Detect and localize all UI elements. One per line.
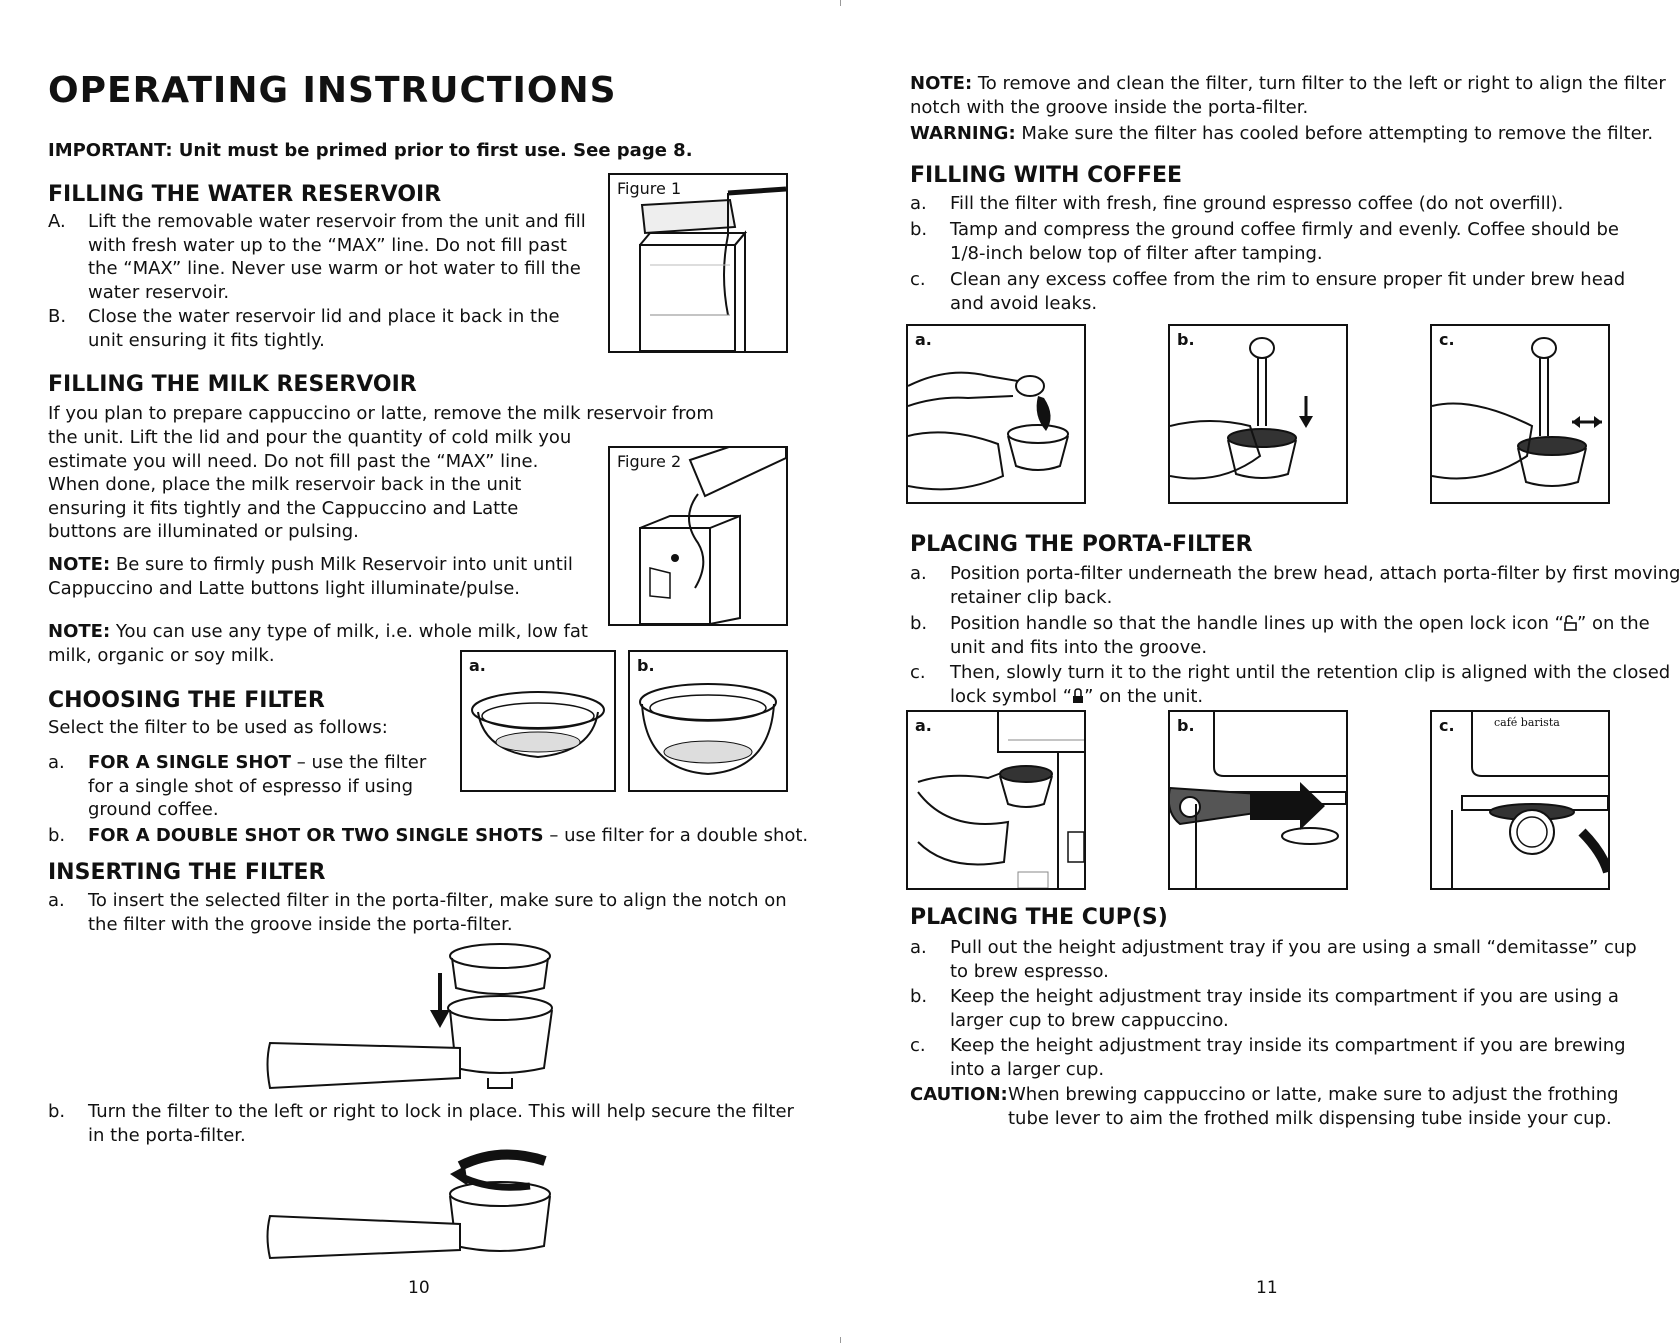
fold-mark-top <box>840 0 841 6</box>
figure-label: a. <box>469 656 486 675</box>
step-marker: a. <box>910 563 927 584</box>
filter-intro: Select the filter to be used as follows: <box>48 717 388 738</box>
porta-figure-b <box>1168 710 1348 890</box>
step-text-end: ” on the unit. <box>1084 685 1204 707</box>
note-text: Be sure to firmly push Milk Reservoir into unit until Cappuccino and Latte buttons light illuminate/pulse. <box>48 554 573 599</box>
step-text: Keep the height adjustment tray inside its compartment if you are using a larger cup to brew cappuccino. <box>950 986 1619 1031</box>
filling-filter-illustration <box>908 326 1084 502</box>
cleaning-rim-illustration <box>1432 326 1608 502</box>
tamping-illustration <box>1170 326 1346 502</box>
page-number: 10 <box>408 1278 430 1298</box>
warning-text: Make sure the filter has cooled before attempting to remove the filter. <box>1015 123 1654 144</box>
option-text: – use the filter for a single shot of espresso if using ground coffee. <box>88 752 427 820</box>
closed-lock-icon <box>1072 687 1084 703</box>
caution-label: CAUTION: <box>910 1084 1008 1105</box>
note-label: NOTE: <box>48 621 111 642</box>
step-text: To insert the selected filter in the porta-filter, make sure to align the notch on the filter with the groove inside the porta-filter. <box>88 890 787 935</box>
milk-pouring-illustration <box>610 448 786 624</box>
option-text: – use filter for a double shot. <box>543 825 809 846</box>
step-text: Tamp and compress the ground coffee firmly and evenly. Coffee should be 1/8-inch below top of filter after tamping. <box>950 219 1619 264</box>
step-marker: c. <box>910 269 926 290</box>
step-marker: A. <box>48 211 66 232</box>
figure-1-water-reservoir <box>608 173 788 353</box>
figure-label: b. <box>637 656 655 675</box>
figure-single-filter <box>460 650 616 792</box>
step-text: Then, slowly turn it to the right until the retention clip is aligned with the closed lock symbol “ <box>950 662 1671 707</box>
step-text: Pull out the height adjustment tray if you are using a small “demitasse” cup to brew espresso. <box>950 937 1637 982</box>
coffee-figure-a <box>906 324 1086 504</box>
warning-label: WARNING: <box>910 123 1016 144</box>
option-title: FOR A SINGLE SHOT <box>88 752 292 773</box>
note-text: You can use any type of milk, i.e. whole milk, low fat milk, organic or soy milk. <box>48 621 588 666</box>
lock-filter-illustration <box>260 1146 580 1266</box>
single-filter-illustration <box>462 652 614 790</box>
option-title: FOR A DOUBLE SHOT OR TWO SINGLE SHOTS <box>88 825 544 846</box>
fold-mark-bottom <box>840 1337 841 1343</box>
note-text: To remove and clean the filter, turn filter to the left or right to align the filter notch with the groove inside the porta-filter. <box>910 73 1666 118</box>
caution-text: When brewing cappuccino or latte, make sure to adjust the frothing tube lever to aim the frothed milk dispensing tube inside your cup. <box>1008 1084 1619 1129</box>
step-marker: a. <box>910 937 927 958</box>
closed-lock-aligned-illustration <box>1432 712 1608 888</box>
figure-label: a. <box>915 716 932 735</box>
porta-figure-c <box>1430 710 1610 890</box>
step-marker: a. <box>910 193 927 214</box>
note-label: NOTE: <box>910 73 973 94</box>
double-filter-illustration <box>630 652 786 790</box>
placing-porta-filter-heading: PLACING THE PORTA-FILTER <box>910 532 1253 557</box>
coffee-figure-c <box>1430 324 1610 504</box>
step-marker: B. <box>48 306 67 327</box>
step-text-end: ” on the unit and fits into the groove. <box>950 613 1650 658</box>
filter-warning <box>910 122 1680 146</box>
figure-2-milk-reservoir <box>608 446 788 626</box>
brand-label: café barista <box>1494 716 1560 729</box>
figure-label: c. <box>1439 330 1455 349</box>
milk-note-1 <box>48 553 588 600</box>
inserting-filter-heading: INSERTING THE FILTER <box>48 860 326 885</box>
option-marker: a. <box>48 752 65 773</box>
insert-filter-illustration <box>260 938 580 1098</box>
filter-cleaning-note <box>910 72 1680 119</box>
right-page <box>840 0 1680 1343</box>
water-reservoir-heading: FILLING THE WATER RESERVOIR <box>48 182 442 207</box>
note-label: NOTE: <box>48 554 111 575</box>
step-text: Close the water reservoir lid and place it back in the unit ensuring it fits tightly. <box>88 306 560 351</box>
step-text: Lift the removable water reservoir from the unit and fill with fresh water up to the “MAX” line. Do not fill past the “MAX” line. Never use warm or hot water to fill the water reservoir. <box>88 211 586 303</box>
figure-double-filter <box>628 650 788 792</box>
step-marker: b. <box>910 986 928 1007</box>
milk-intro-line-1: If you plan to prepare cappuccino or latte, remove the milk reservoir from <box>48 403 714 424</box>
step-text: Clean any excess coffee from the rim to ensure proper fit under brew head and avoid leaks. <box>950 269 1626 314</box>
open-lock-icon <box>1564 614 1577 630</box>
step-marker: c. <box>910 662 926 683</box>
figure-label: Figure 1 <box>617 179 682 198</box>
figure-label: b. <box>1177 716 1195 735</box>
align-open-lock-illustration <box>1170 712 1346 888</box>
water-reservoir-illustration <box>610 175 786 351</box>
step-text: Position porta-filter underneath the brew head, attach porta-filter by first moving retainer clip back. <box>950 563 1680 608</box>
coffee-figure-b <box>1168 324 1348 504</box>
step-marker: c. <box>910 1035 926 1056</box>
step-marker: b. <box>48 1101 66 1122</box>
placing-cups-heading: PLACING THE CUP(S) <box>910 905 1168 930</box>
choosing-filter-heading: CHOOSING THE FILTER <box>48 688 325 713</box>
step-marker: a. <box>48 890 65 911</box>
figure-label: b. <box>1177 330 1195 349</box>
milk-reservoir-heading: FILLING THE MILK RESERVOIR <box>48 372 417 397</box>
figure-label: a. <box>915 330 932 349</box>
step-marker: b. <box>910 219 928 240</box>
step-text: Turn the filter to the left or right to lock in place. This will help secure the filter in the porta-filter. <box>88 1101 794 1146</box>
attach-porta-filter-illustration <box>908 712 1084 888</box>
step-text: Keep the height adjustment tray inside its compartment if you are brewing into a larger cup. <box>950 1035 1626 1080</box>
page-number: 11 <box>1256 1278 1278 1298</box>
milk-intro: the unit. Lift the lid and pour the quantity of cold milk you estimate you will need. Do not fill past the “MAX” line. When done, place the milk reservoir back in the unit ensuring it fits tightly and the Cappuccino and Latte buttons are illuminated or pulsing. <box>48 427 572 542</box>
figure-label: c. <box>1439 716 1455 735</box>
porta-figure-a <box>906 710 1086 890</box>
step-text: Position handle so that the handle lines up with the open lock icon “ <box>950 613 1564 634</box>
figure-label: Figure 2 <box>617 452 682 471</box>
important-notice: IMPORTANT: Unit must be primed prior to first use. See page 8. <box>48 140 693 161</box>
step-text: Fill the filter with fresh, fine ground espresso coffee (do not overfill). <box>950 193 1564 214</box>
filling-coffee-heading: FILLING WITH COFFEE <box>910 163 1183 188</box>
option-marker: b. <box>48 825 66 846</box>
step-marker: b. <box>910 613 928 634</box>
page-title: OPERATING INSTRUCTIONS <box>48 70 617 111</box>
